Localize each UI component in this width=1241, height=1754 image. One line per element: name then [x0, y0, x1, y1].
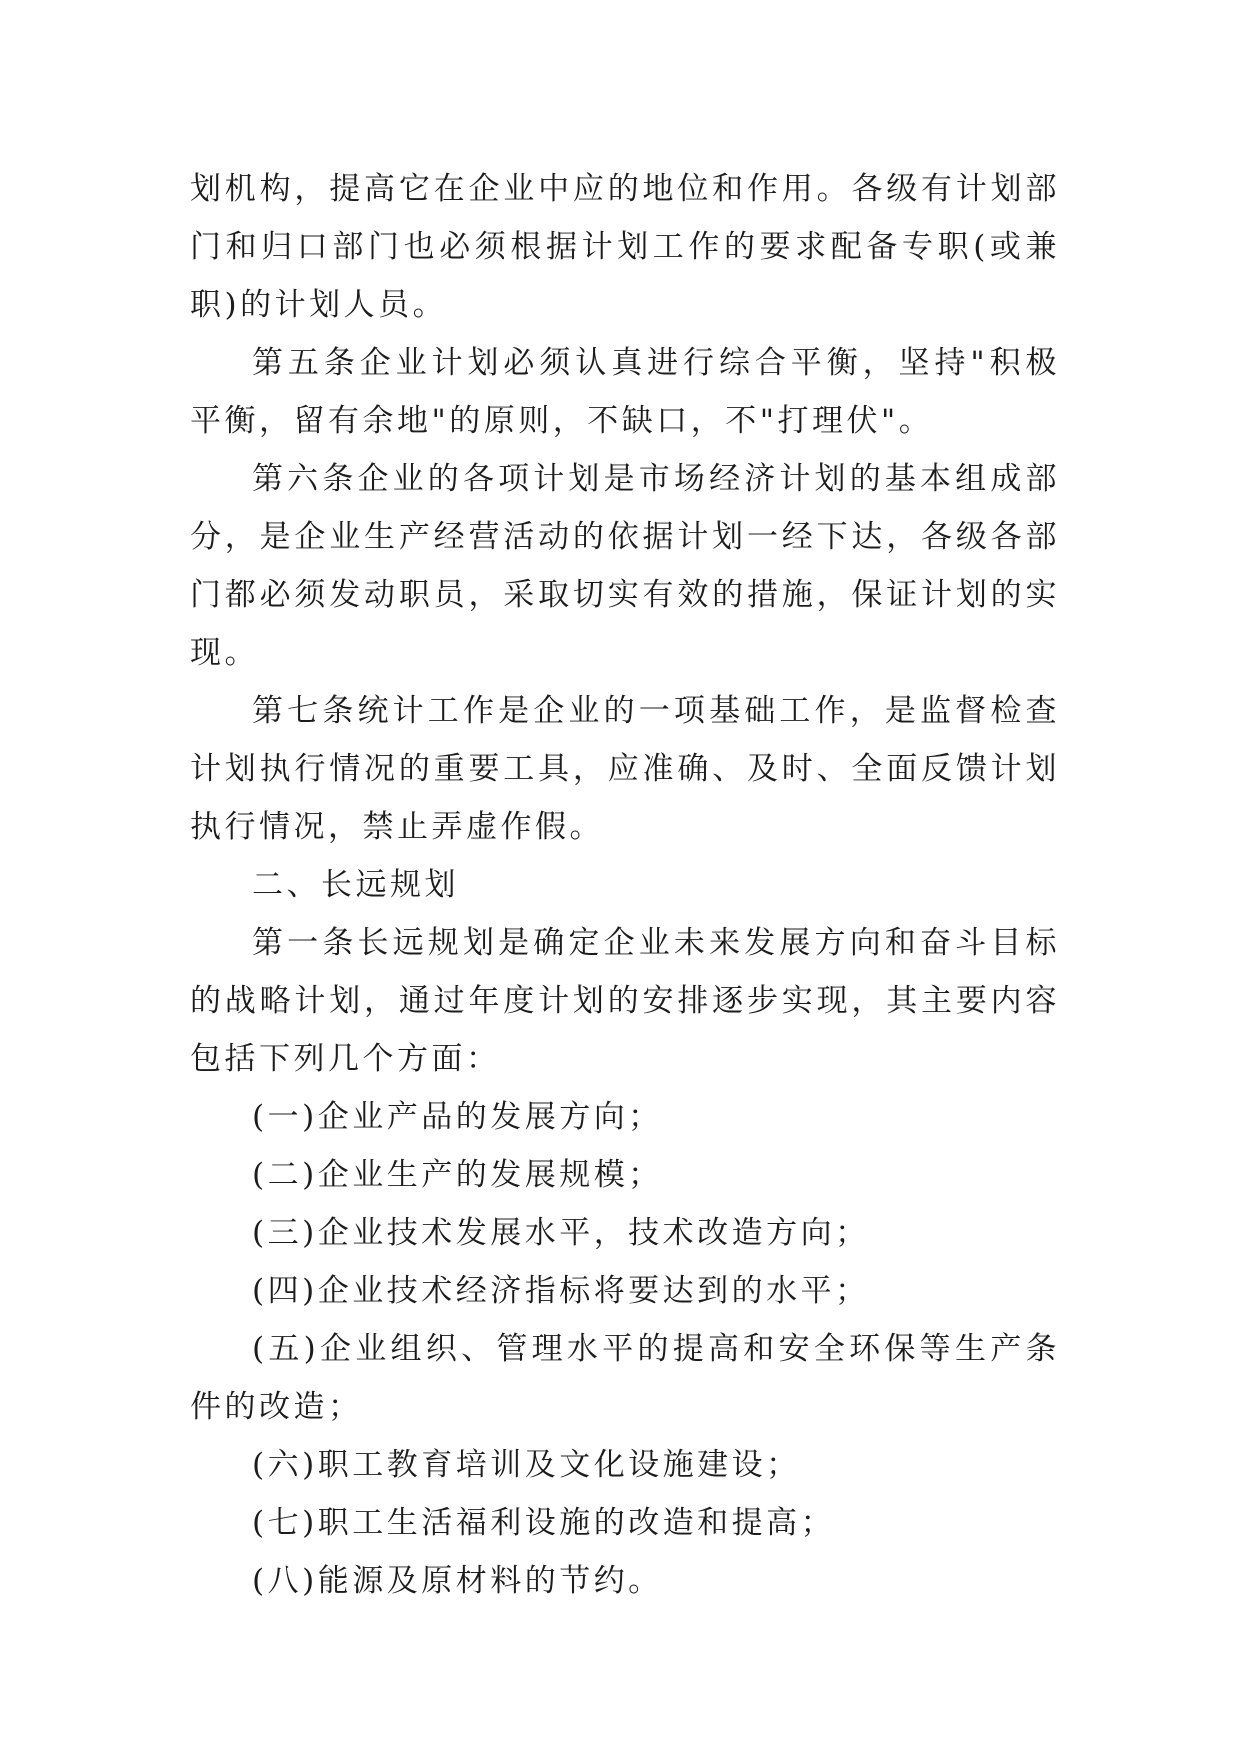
- list-item: (三)企业技术发展水平，技术改造方向；: [252, 1215, 870, 1251]
- list-item: (四)企业技术经济指标将要达到的水平；: [252, 1273, 870, 1309]
- paragraph-article-7: 第七条统计工作是企业的一项基础工作，是监督检查计划执行情况的重要工具，应准确、及时、全面反馈计划执行情况，禁止弄虚作假。: [190, 693, 1060, 845]
- paragraph-continuation: 划机构，提高它在企业中应的地位和作用。各级有计划部门和归口部门也必须根据计划工作的要求配备专职(或兼职)的计划人员。: [190, 171, 1060, 323]
- list-item: (二)企业生产的发展规模；: [252, 1157, 663, 1193]
- paragraph-article-6: 第六条企业的各项计划是市场经济计划的基本组成部分，是企业生产经营活动的依据计划一经下达，各级各部门都必须发动职员，采取切实有效的措施，保证计划的实现。: [190, 461, 1060, 671]
- section-heading-long-term-planning: 二、长远规划: [252, 867, 459, 903]
- document-body: [190, 160, 1060, 1610]
- paragraph-article-1: 第一条长远规划是确定企业未来发展方向和奋斗目标的战略计划，通过年度计划的安排逐步实现，其主要内容包括下列几个方面：: [190, 925, 1060, 1077]
- list-item: (八)能源及原材料的节约。: [252, 1563, 663, 1599]
- list-item: (五)企业组织、管理水平的提高和安全环保等生产条件的改造；: [190, 1331, 1060, 1425]
- list-item: (一)企业产品的发展方向；: [252, 1099, 663, 1135]
- list-item: (六)职工教育培训及文化设施建设；: [252, 1447, 801, 1483]
- list-item: (七)职工生活福利设施的改造和提高；: [252, 1505, 836, 1541]
- paragraph-article-5: 第五条企业计划必须认真进行综合平衡，坚持"积极平衡，留有余地"的原则，不缺口，不"打理伏"。: [190, 345, 1060, 439]
